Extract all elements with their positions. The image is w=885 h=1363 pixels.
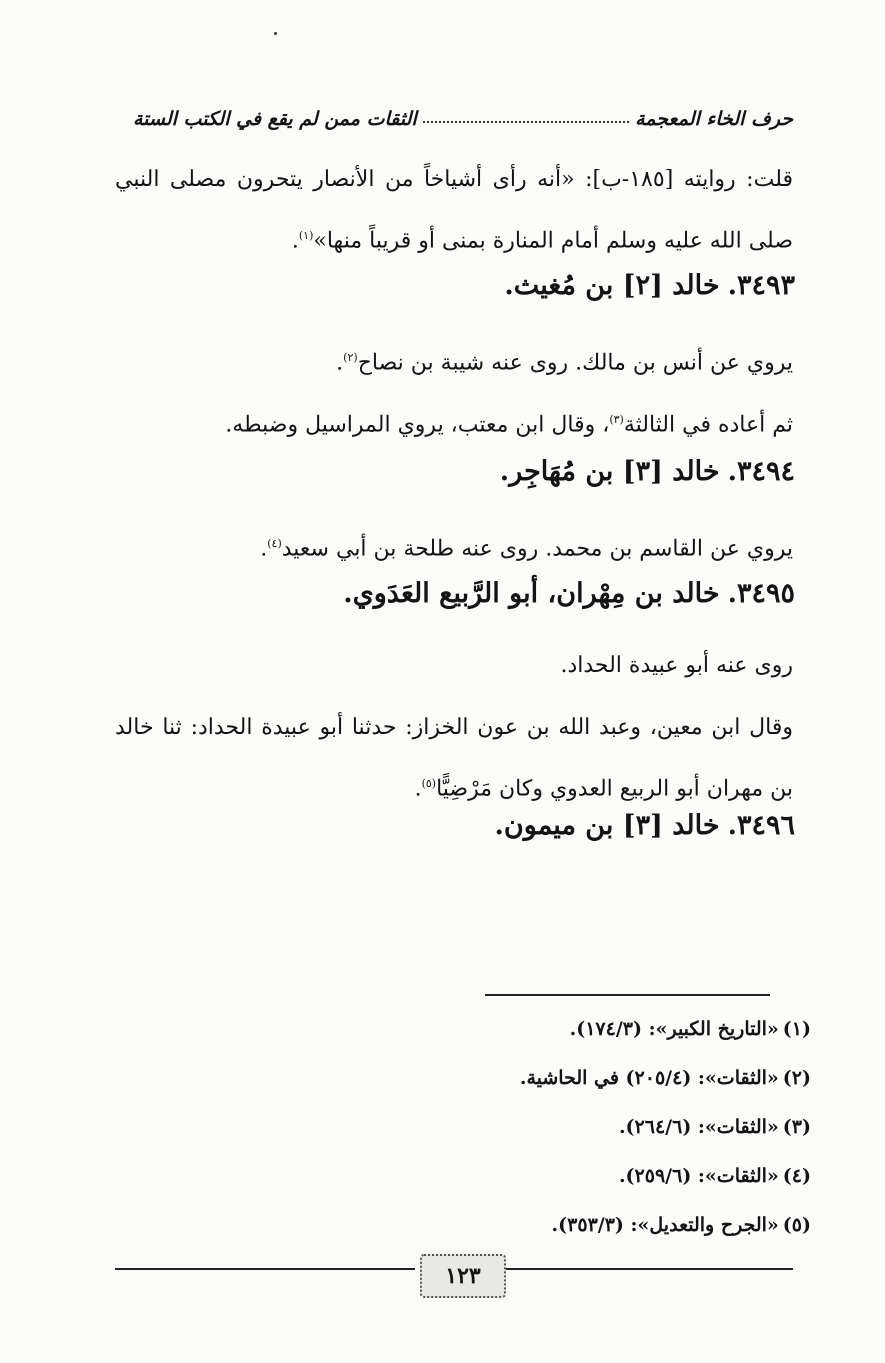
entry-3495 — [343, 578, 795, 609]
paragraph-riwayah: قلت: روايته [١٨٥-ب]: «أنه رأى أشياخاً من الأنصار يتحرون مصلى النبي صلى الله عليه وسلم أمام المنارة بمنى أو قريباً منها»$^{(١)}$. — [115, 167, 793, 254]
footnote-text: «التاريخ الكبير»: (١٧٤/٣). — [569, 1018, 779, 1040]
paragraph-3493-note — [115, 392, 793, 453]
header-chapter: حرف الخاء المعجمة — [635, 108, 793, 130]
page-number: ١٢٣ — [420, 1254, 506, 1298]
entry-number: ٣٤٩٣. — [727, 270, 795, 301]
paragraph-3495-saying: وقال ابن معين، وعبد الله بن عون الخزاز: حدثنا أبو عبيدة الحداد: ثنا خالد بن مهران أبو الربيع العدوي وكان مَرْضِيًّا$^{(٥)}$. — [115, 715, 793, 802]
paragraph-text: يروي عن القاسم بن محمد. روى عنه طلحة بن أبي سعيد — [281, 536, 793, 562]
entry-name: خالد [٣] بن مُهَاجِر. — [499, 456, 720, 487]
footnote-1 — [311, 1005, 811, 1054]
entry-3493 — [504, 270, 795, 301]
footnote-number: (١) — [782, 1018, 811, 1040]
running-header — [133, 100, 793, 138]
footnotes — [311, 1005, 811, 1250]
entry-name: خالد [٣] بن ميمون. — [494, 810, 720, 841]
header-dot-leader — [423, 115, 629, 123]
entry-name: خالد [٢] بن مُغيث. — [504, 270, 720, 301]
footnote-number: (٣) — [782, 1116, 811, 1138]
entry-3496 — [495, 810, 795, 841]
footer-rule-left — [115, 1268, 415, 1270]
footnote-4 — [311, 1152, 811, 1201]
paragraph-3494-narration: يروي عن القاسم بن محمد. روى عنه طلحة بن أبي سعيد$^{(٤)}$. — [260, 536, 793, 562]
footnote-2 — [311, 1054, 811, 1103]
paragraph-text: ، وقال ابن معتب، يروي المراسيل وضبطه. — [225, 412, 610, 438]
entry-number: ٣٤٩٦. — [727, 810, 795, 841]
footer-rule-right — [497, 1268, 793, 1270]
paragraph-3495-narration — [115, 638, 793, 694]
paragraph-text: قلت: روايته [١٨٥-ب]: «أنه رأى أشياخاً من الأنصار يتحرون مصلى النبي صلى الله عليه وسلم أمام المنارة بمنى أو قريباً منها» — [115, 167, 793, 254]
footnote-ref: (١) — [298, 229, 314, 242]
footnote-text: «الثقات»: (٢٠٥/٤) في الحاشية. — [519, 1067, 779, 1089]
entry-number: ٣٤٩٥. — [727, 578, 795, 609]
footnote-ref: (٣) — [609, 413, 624, 426]
entry-3494 — [500, 456, 795, 487]
scan-speck — [274, 32, 277, 35]
footnote-ref: (٢) — [343, 351, 358, 364]
entry-number: ٣٤٩٤. — [727, 456, 795, 487]
footnote-5 — [311, 1201, 811, 1250]
paragraph-text: ثم أعاده في الثالثة — [623, 412, 793, 438]
footnote-text: «الثقات»: (٢٥٩/٦). — [618, 1165, 779, 1187]
paragraph-text: يروي عن أنس بن مالك. روى عنه شيبة بن نصاح — [357, 350, 793, 376]
header-book-title: الثقات ممن لم يقع في الكتب الستة — [133, 108, 417, 130]
paragraph-text: روى عنه أبو عبيدة الحداد. — [560, 653, 793, 678]
footnote-ref: (٥) — [421, 777, 437, 790]
footnote-text: «الجرح والتعديل»: (٣٥٣/٣). — [551, 1214, 779, 1236]
footnote-number: (٥) — [782, 1214, 811, 1236]
footnote-number: (٤) — [782, 1165, 811, 1187]
paragraph-text: وقال ابن معين، وعبد الله بن عون الخزاز: حدثنا أبو عبيدة الحداد: ثنا خالد بن مهران أبو الربيع العدوي وكان مَرْضِيًّا — [115, 715, 793, 802]
footnote-ref: (٤) — [267, 537, 282, 550]
entry-name: خالد بن مِهْران، أبو الرَّبيع العَدَوي. — [343, 578, 720, 609]
footnote-3 — [311, 1103, 811, 1152]
footnote-number: (٢) — [782, 1067, 811, 1089]
paragraph-3493-narration: يروي عن أنس بن مالك. روى عنه شيبة بن نصاح$^{(٢)}$. — [336, 350, 793, 376]
footnote-text: «الثقات»: (٢٦٤/٦). — [618, 1116, 779, 1138]
footnote-separator — [485, 994, 770, 996]
